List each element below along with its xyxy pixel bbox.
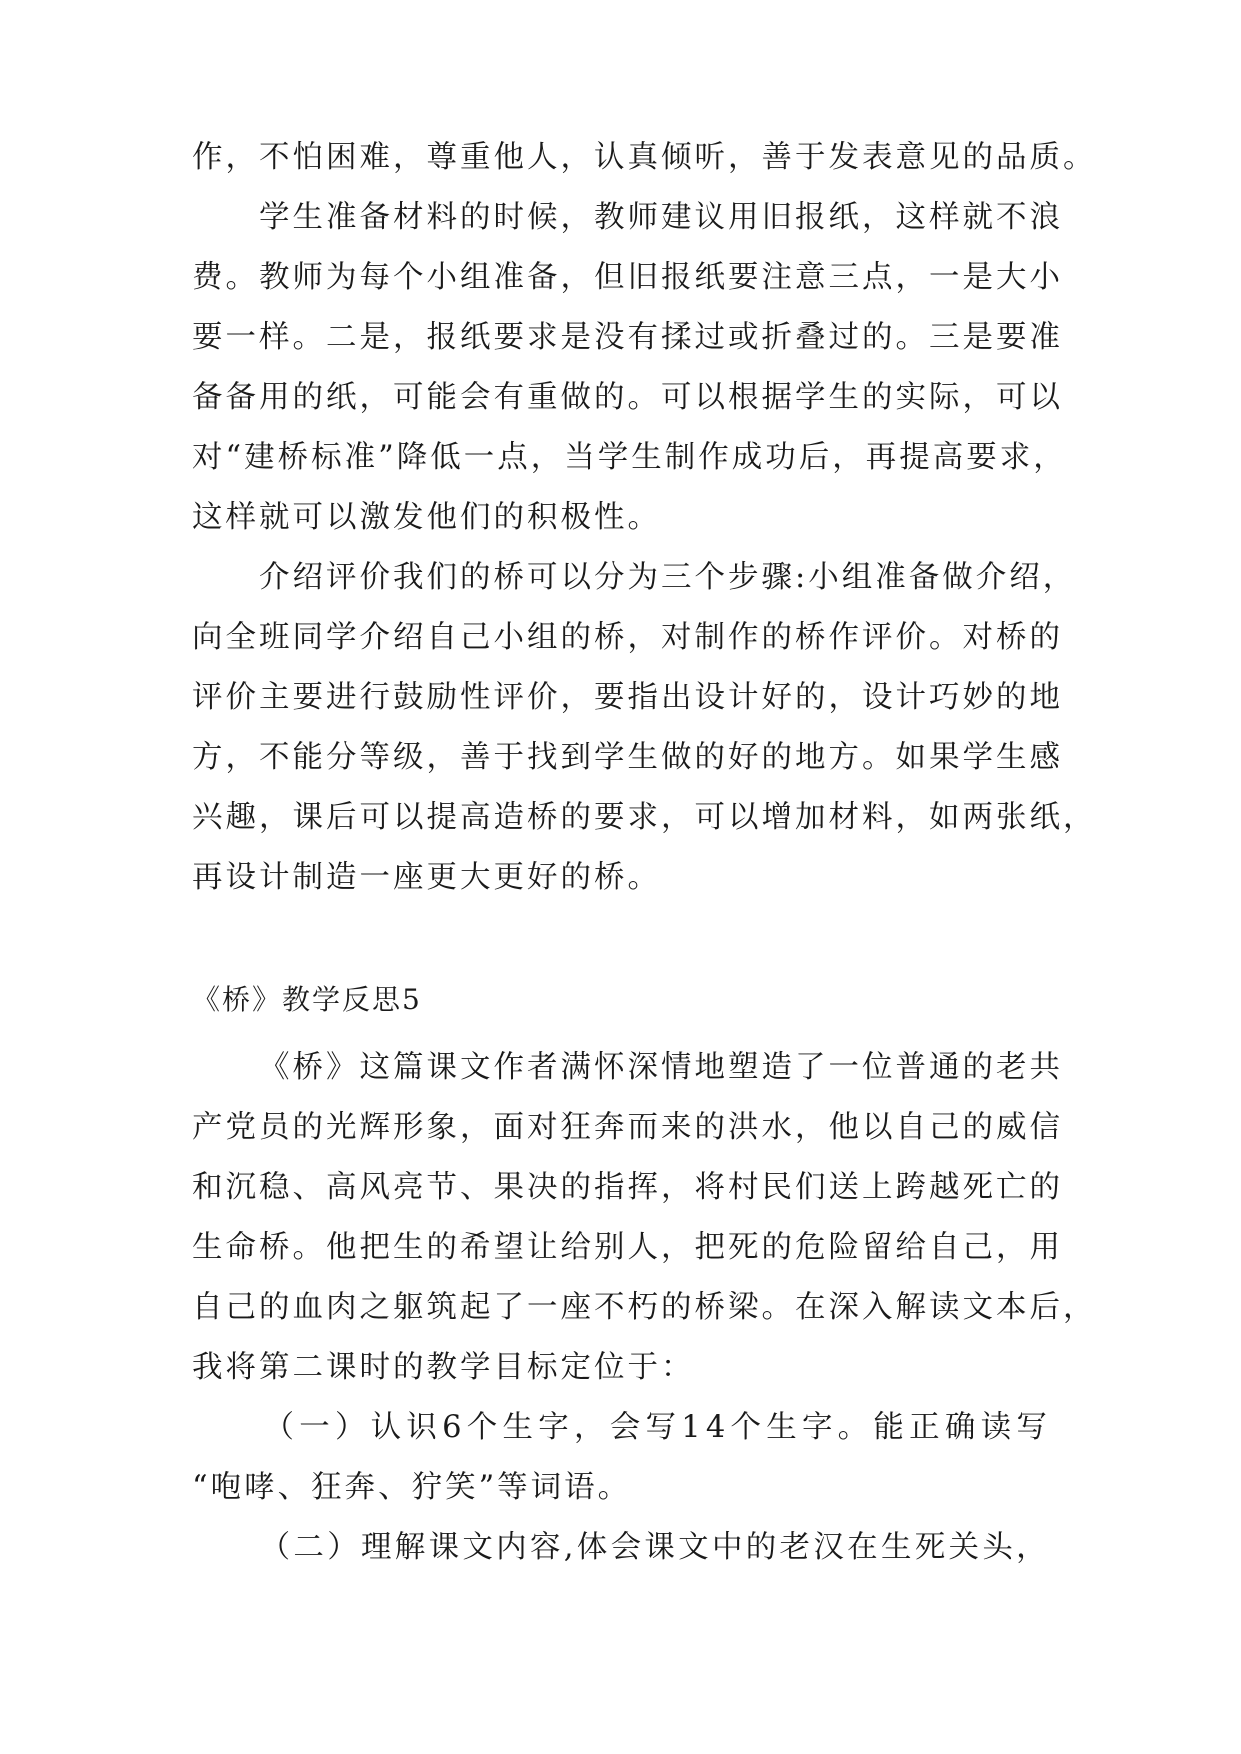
section-2-body [192,1038,1097,1578]
paragraph-line: 产 党 员 的 光 辉 形 象 ， 面 对 狂 奔 而 来 的 洪 水 ， 他 以 自 己 的 威 信 [192,1110,1063,1145]
paragraph-line: 《 桥 》 这 篇 课 文 作 者 满 怀 深 情 地 塑 造 了 一 位 普 通 的 老 共 [259,1050,1063,1085]
paragraph-line: 和 沉 稳 、 高 风 亮 节 、 果 决 的 指 挥 ， 将 村 民 们 送 上 跨 越 死 亡 的 [192,1170,1063,1205]
section-1-body [192,128,1097,908]
paragraph-line: 学 生 准 备 材 料 的 时 候 ， 教 师 建 议 用 旧 报 纸 ， 这 样 就 不 浪 [259,200,1063,235]
paragraph-line: 再设计制造一座更大更好的桥。 [192,860,661,895]
paragraph-line: （ 一 ） 认 识 6 个 生 字 ， 会 写 1 4 个 生 字 。 能 正 确 读 写 [263,1410,1050,1445]
paragraph-line: 自 己 的 血 肉 之 躯 筑 起 了 一 座 不 朽 的 桥 梁 。 在 深 入 解 读 文 本 后 ， [192,1290,1097,1325]
paragraph-line: 兴 趣 ， 课 后 可 以 提 高 造 桥 的 要 求 ， 可 以 增 加 材 料 ， 如 两 张 纸 ， [192,800,1097,835]
paragraph-line: 介 绍 评 价 我 们 的 桥 可 以 分 为 三 个 步 骤 : 小 组 准 备 做 介 绍 ， [259,560,1077,595]
section-heading: 《桥》教学反思5 [192,983,422,1016]
paragraph-line: “咆哮、狂奔、狞笑”等词语。 [192,1470,632,1505]
paragraph-line: 向 全 班 同 学 介 绍 自 己 小 组 的 桥 ， 对 制 作 的 桥 作 评 价 。 对 桥 的 [192,620,1063,655]
paragraph-line: 评 价 主 要 进 行 鼓 励 性 评 价 ， 要 指 出 设 计 好 的 ， 设 计 巧 妙 的 地 [192,680,1063,715]
paragraph-line: 我将第二课时的教学目标定位于： [192,1350,695,1385]
paragraph-line: 备 备 用 的 纸 ， 可 能 会 有 重 做 的 。 可 以 根 据 学 生 的 实 际 ， 可 以 [192,380,1063,415]
paragraph-line: （ 二 ） 理 解 课 文 内 容 , 体 会 课 文 中 的 老 汉 在 生 死 关 头 ， [259,1530,1050,1565]
paragraph-line: 方 ， 不 能 分 等 级 ， 善 于 找 到 学 生 做 的 好 的 地 方 。 如 果 学 生 感 [192,740,1063,775]
paragraph-line: 费 。 教 师 为 每 个 小 组 准 备 ， 但 旧 报 纸 要 注 意 三 点 ， 一 是 大 小 [192,260,1063,295]
paragraph-line: 这样就可以激发他们的积极性。 [192,500,661,535]
paragraph-line: 对 “ 建 桥 标 准 ” 降 低 一 点 ， 当 学 生 制 作 成 功 后 ， 再 提 高 要 求 ， [192,440,1067,475]
paragraph-line: 生 命 桥 。 他 把 生 的 希 望 让 给 别 人 ， 把 死 的 危 险 留 给 自 己 ， 用 [192,1230,1063,1265]
paragraph-line: 要 一 样 。 二 是 ， 报 纸 要 求 是 没 有 揉 过 或 折 叠 过 的 。 三 是 要 准 [192,320,1063,355]
paragraph-line: 作 ， 不 怕 困 难 ， 尊 重 他 人 ， 认 真 倾 听 ， 善 于 发 表 意 见 的 品 质 。 [192,140,1097,175]
